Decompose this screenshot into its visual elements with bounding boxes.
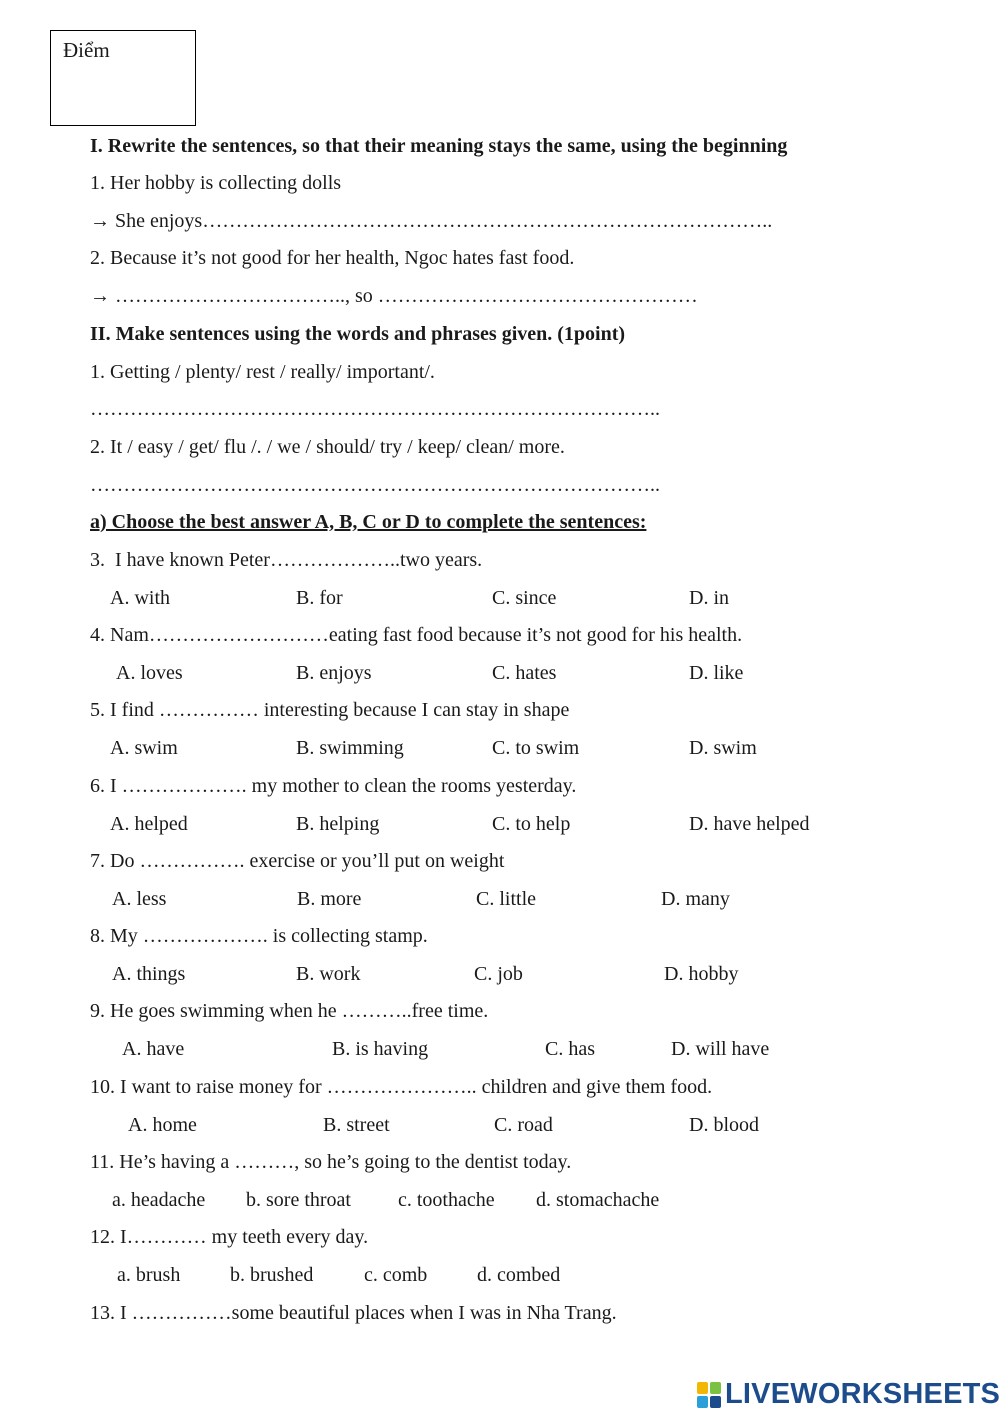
option-4b[interactable]: B. enjoys xyxy=(296,662,372,684)
question-12: 12. I………… my teeth every day. xyxy=(90,1226,369,1248)
option-10d[interactable]: D. blood xyxy=(689,1114,759,1136)
liveworksheets-logo-icon xyxy=(697,1380,723,1408)
section1-q1-answer-line[interactable]: → She enjoys………………………………………………………………………….. xyxy=(90,210,773,232)
section1-title: I. Rewrite the sentences, so that their meaning stays the same, using the beginning xyxy=(90,135,788,157)
section2-q2-answer-line[interactable]: ………………………………………………………………………….. xyxy=(90,474,660,496)
option-5a[interactable]: A. swim xyxy=(110,737,178,759)
section2-q1-prompt: 1. Getting / plenty/ rest / really/ important/. xyxy=(90,361,435,383)
option-11d[interactable]: d. stomachache xyxy=(536,1189,660,1211)
option-5c[interactable]: C. to swim xyxy=(492,737,580,759)
option-7c[interactable]: C. little xyxy=(476,888,536,910)
option-7a[interactable]: A. less xyxy=(112,888,167,910)
question-13: 13. I ……………some beautiful places when I was in Nha Trang. xyxy=(90,1302,617,1324)
option-9c[interactable]: C. has xyxy=(545,1038,595,1060)
option-10b[interactable]: B. street xyxy=(323,1114,390,1136)
option-8c[interactable]: C. job xyxy=(474,963,523,985)
section1-q1-prompt: 1. Her hobby is collecting dolls xyxy=(90,172,342,194)
option-9a[interactable]: A. have xyxy=(122,1038,185,1060)
option-3d[interactable]: D. in xyxy=(689,587,729,609)
option-7b[interactable]: B. more xyxy=(297,888,362,910)
option-6b[interactable]: B. helping xyxy=(296,813,380,835)
option-3c[interactable]: C. since xyxy=(492,587,557,609)
option-12b[interactable]: b. brushed xyxy=(230,1264,314,1286)
option-12d[interactable]: d. combed xyxy=(477,1264,561,1286)
section1-q2-answer-line[interactable]: → …………………………….., so ………………………………………… xyxy=(90,285,698,307)
liveworksheets-watermark xyxy=(697,1377,1000,1411)
liveworksheets-logo-text: LIVEWORKSHEETS xyxy=(725,1377,1000,1410)
option-3b[interactable]: B. for xyxy=(296,587,343,609)
question-11: 11. He’s having a ………, so he’s going to the dentist today. xyxy=(90,1151,572,1173)
question-3: 3. I have known Peter………………..two years. xyxy=(90,549,483,571)
question-6: 6. I ………………. my mother to clean the rooms yesterday. xyxy=(90,775,577,797)
score-label: Điểm xyxy=(63,38,110,62)
option-9d[interactable]: D. will have xyxy=(671,1038,770,1060)
question-7: 7. Do ……………. exercise or you’ll put on weight xyxy=(90,850,505,872)
option-12a[interactable]: a. brush xyxy=(117,1264,181,1286)
section1-q2-prompt: 2. Because it’s not good for her health, Ngoc hates fast food. xyxy=(90,247,575,269)
option-6d[interactable]: D. have helped xyxy=(689,813,810,835)
option-12c[interactable]: c. comb xyxy=(364,1264,428,1286)
option-5d[interactable]: D. swim xyxy=(689,737,757,759)
question-4: 4. Nam………………………eating fast food because it’s not good for his health. xyxy=(90,624,743,646)
option-5b[interactable]: B. swimming xyxy=(296,737,404,759)
section2-q1-answer-line[interactable]: ………………………………………………………………………….. xyxy=(90,398,660,420)
option-11b[interactable]: b. sore throat xyxy=(246,1189,351,1211)
option-11c[interactable]: c. toothache xyxy=(398,1189,495,1211)
question-5: 5. I find …………… interesting because I can stay in shape xyxy=(90,699,570,721)
option-9b[interactable]: B. is having xyxy=(332,1038,429,1060)
option-8d[interactable]: D. hobby xyxy=(664,963,739,985)
option-4c[interactable]: C. hates xyxy=(492,662,557,684)
question-10: 10. I want to raise money for ………………….. children and give them food. xyxy=(90,1076,713,1098)
option-7d[interactable]: D. many xyxy=(661,888,730,910)
option-6a[interactable]: A. helped xyxy=(110,813,188,835)
option-8a[interactable]: A. things xyxy=(112,963,186,985)
section2-q2-prompt: 2. It / easy / get/ flu /. / we / should/ try / keep/ clean/ more. xyxy=(90,436,565,458)
option-4a[interactable]: A. loves xyxy=(116,662,183,684)
option-4d[interactable]: D. like xyxy=(689,662,744,684)
question-9: 9. He goes swimming when he ………..free time. xyxy=(90,1000,489,1022)
question-8: 8. My ………………. is collecting stamp. xyxy=(90,925,428,947)
option-6c[interactable]: C. to help xyxy=(492,813,571,835)
section2-title: II. Make sentences using the words and phrases given. (1point) xyxy=(90,323,626,345)
option-10c[interactable]: C. road xyxy=(494,1114,553,1136)
option-11a[interactable]: a. headache xyxy=(112,1189,206,1211)
score-box xyxy=(50,30,196,126)
option-3a[interactable]: A. with xyxy=(110,587,170,609)
option-10a[interactable]: A. home xyxy=(128,1114,197,1136)
option-8b[interactable]: B. work xyxy=(296,963,361,985)
section3-title: a) Choose the best answer A, B, C or D to complete the sentences: xyxy=(90,511,647,533)
